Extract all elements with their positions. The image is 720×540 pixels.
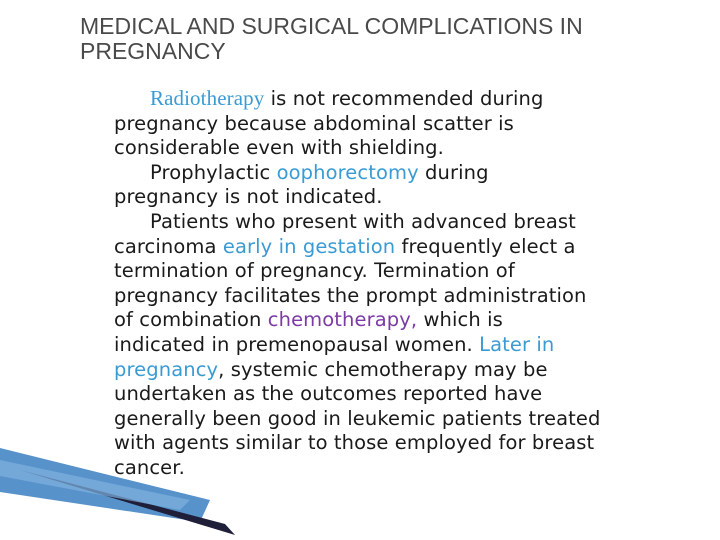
paragraph-radiotherapy: Radiotherapy is not recommended during pregnancy because abdominal scatter is considerable even with shielding. [114,86,544,160]
slide-body [114,86,718,481]
term-radiotherapy: Radiotherapy [150,86,265,110]
term-later-in-pregnancy-2: pregnancy [114,357,219,381]
decorative-swoosh [0,440,240,540]
term-later-in-pregnancy-1: Later in [479,332,555,356]
term-early-in-gestation: early in gestation [222,234,396,258]
term-chemotherapy: chemotherapy, [267,308,418,332]
slide-title: MEDICAL AND SURGICAL COMPLICATIONS IN PREGNANCY [80,13,583,64]
paragraph-oophorectomy: Prophylactic oophorectomy during pregnancy is not indicated. [114,160,489,209]
term-oophorectomy: oophorectomy [276,160,419,184]
paragraph-breast-carcinoma: Patients who present with advanced breast carcinoma early in gestation frequently elect a termination of pregnancy. Termination of pregnancy facilitates the prompt administration of combination chemotherapy, which is indicated in premenopausal women. Later in pregnancy, systemic chemotherapy may be undertaken as the outcomes reported have generally been good in leukemic patients treated with agents similar to those employed for breast cancer. [114,209,601,479]
